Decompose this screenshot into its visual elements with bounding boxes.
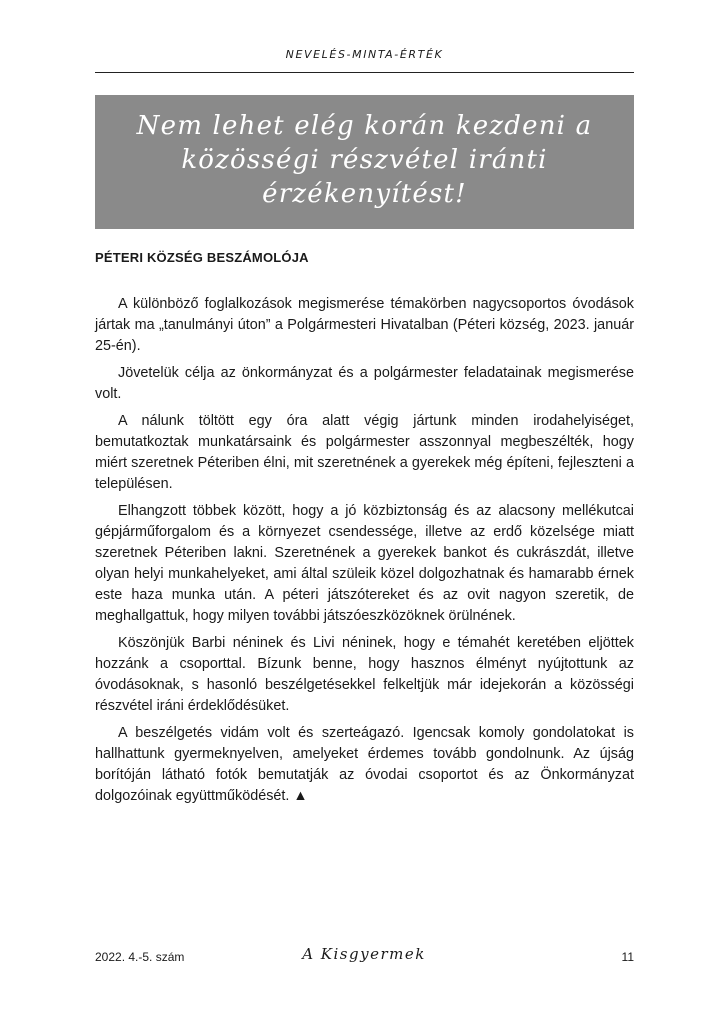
running-head: NEVELÉS-MINTA-ÉRTÉK: [285, 48, 444, 61]
paragraph: A beszélgetés vidám volt és szerteágazó. Igencsak komoly gondolatokat is hallhattunk gyermeknyelven, amelyeket érdemes tovább gondolnunk. Az újság borítóján látható fotók bemutatják az óvodai csoportot és az Önkormányzat dolgozóinak együttműködését. ▲: [95, 725, 634, 804]
paragraph: Köszönjük Barbi néninek és Livi néninek, hogy e témahét keretében eljöttek hozzánk a csoporttal. Bízunk benne, hogy hasznos élményt nyújtottunk az óvodásoknak, s hasonló beszélgetésekkel felkeltjük már idejekorán a közösségi részvétel iráni érdeklődésüket.: [95, 635, 634, 714]
paragraph: A nálunk töltött egy óra alatt végig jártunk minden irodahelyiséget, bemutatkoztak munkatársaink és polgármester asszonnyal megbeszélték, hogy miért szeretnek Péteriben élni, mit szeretnének a gyerekek még építeni, fejleszteni a településen.: [95, 413, 634, 492]
article-byline: PÉTERI KÖZSÉG BESZÁMOLÓJA: [95, 250, 309, 265]
paragraph: A különböző foglalkozások megismerése témakörben nagycsoportos óvodások jártak ma „tanulmányi úton” a Polgármesteri Hivatalban (Péteri község, 2023. január 25-én).: [95, 296, 634, 354]
article-title: Nem lehet elég korán kezdeni a közösségi részvétel iránti érzékenyítést!: [136, 111, 593, 209]
title-banner: [95, 95, 634, 229]
article-body: [95, 294, 634, 813]
publication-name: A Kisgyermek: [302, 945, 426, 963]
page-number: 11: [621, 950, 634, 964]
paragraph: Elhangzott többek között, hogy a jó közbiztonság és az alacsony mellékutcai gépjárműforgalom és a környezet csendessége, illetve az erdő közelsége miatt szeretnek Péteriben lakni. Szeretnének a gyerekek bankot és cukrászdát, illetve olyan helyi munkahelyeket, ami által szüleik közel dolgozhatnak és hamarabb érnek este haza munka után. A péteri játszótereket és az ovit nagyon szeretik, de meghallgattuk, hogy milyen további játszóeszközöknek örülnének.: [95, 503, 634, 624]
header-rule: [95, 72, 634, 73]
paragraph: Jövetelük célja az önkormányzat és a polgármester feladatainak megismerése volt.: [95, 365, 634, 402]
issue-label: 2022. 4.-5. szám: [95, 950, 185, 964]
